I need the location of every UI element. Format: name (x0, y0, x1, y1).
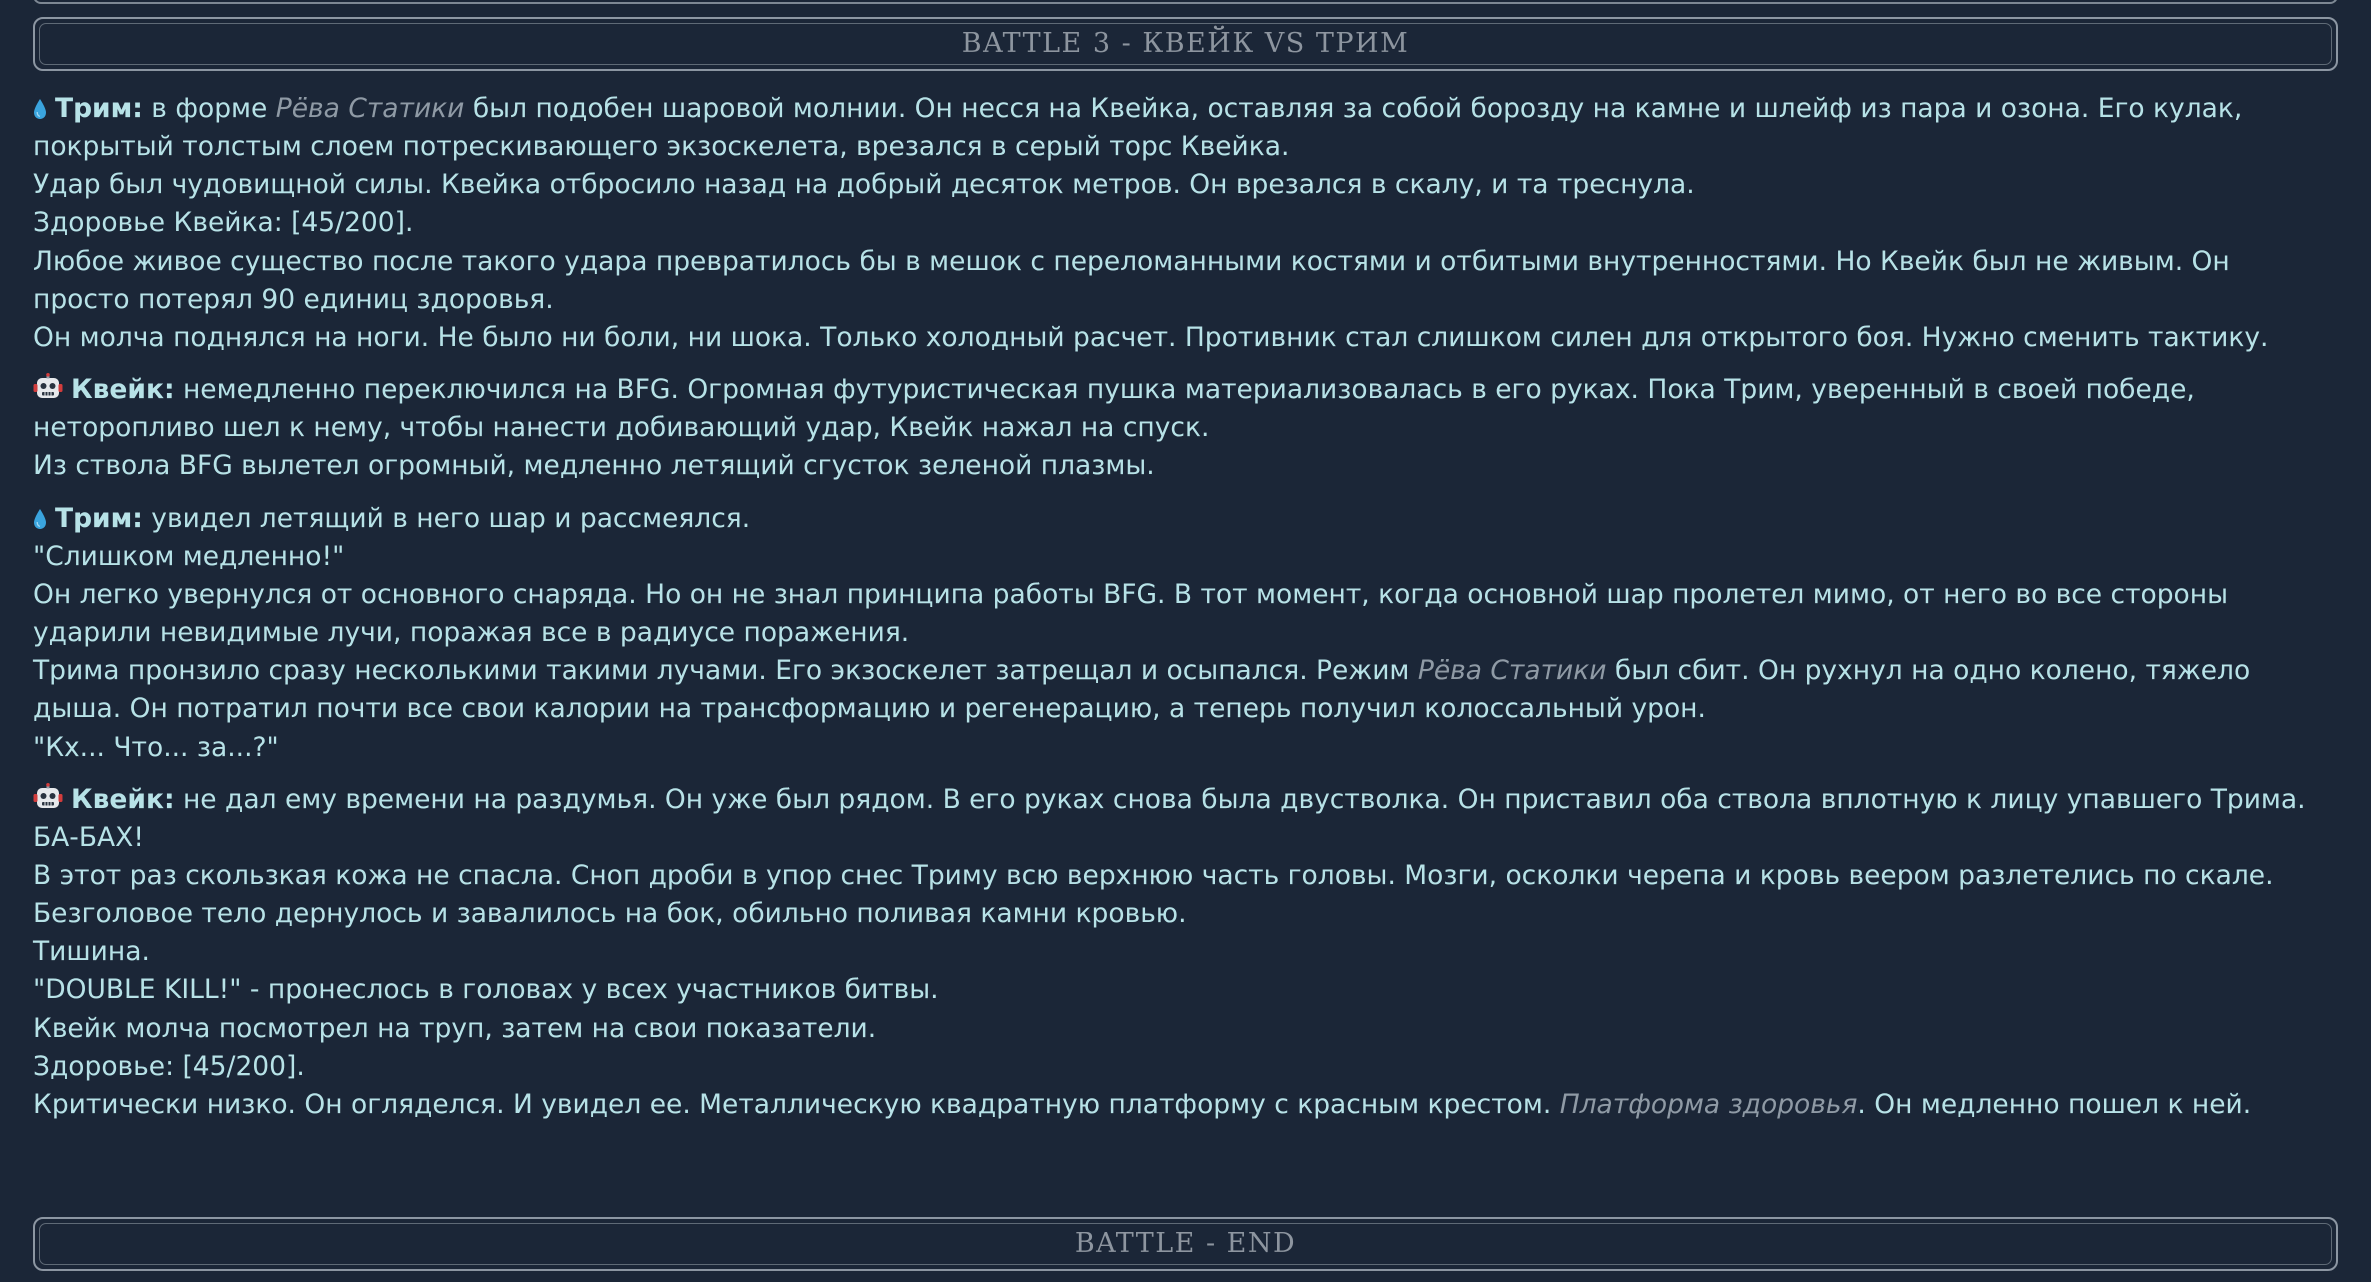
previous-section-border (33, 0, 2338, 4)
story-text: . Он медленно пошел к ней. (1857, 1088, 2252, 1120)
battle-start-banner (33, 17, 2338, 71)
ability-name: Рёва Статики (275, 93, 465, 124)
story-content (33, 90, 2331, 1138)
story-text: был сбит. Он рухнул на одно колено, тяжело (1606, 655, 2251, 687)
story-line: Удар был чудовищной силы. Квейка отбросило назад на добрый десяток метров. Он врезался в скалу, и та треснула. (33, 169, 1695, 201)
story-line: Безголовое тело дернулось и завалилось на бок, обильно поливая камни кровью. (33, 898, 1187, 930)
speaker-name: Трим: (55, 93, 143, 124)
story-turn-quake-2 (33, 781, 2331, 1124)
story-line: "DOUBLE KILL!" - пронеслось в головах у всех участников битвы. (33, 974, 939, 1006)
story-line: "Слишком медленно!" (33, 540, 345, 572)
story-line: БА-БАХ! (33, 821, 144, 853)
story-line (33, 1086, 2331, 1124)
story-line (33, 90, 2331, 128)
speaker-name: Квейк: (71, 783, 175, 815)
item-name: Платформа здоровья (1559, 1088, 1858, 1120)
health-readout: Здоровье Квейка: [45/200]. (33, 207, 414, 239)
story-text: Критически низко. Он огляделся. И увидел ее. Металлическую квадратную платформу с красным крестом. (33, 1088, 1560, 1120)
story-text: был подобен шаровой молнии. Он несся на Квейка, оставляя за собой борозду на камне и шлейф из пара и озона. Его кулак, (464, 93, 2243, 124)
story-line: Он молча поднялся на ноги. Не было ни боли, ни шока. Только холодный расчет. Противник стал слишком силен для открытого боя. Нужно сменить тактику. (33, 321, 2269, 353)
story-text: Трима пронзило сразу несколькими такими лучами. Его экзоскелет затрещал и осыпался. Режим (33, 655, 1418, 687)
story-line: Он легко увернулся от основного снаряда. Но он не знал принципа работы BFG. В тот момент, когда основной шар пролетел мимо, от него во все стороны (33, 578, 2228, 610)
story-turn-trim-2 (33, 500, 2331, 767)
story-line: ударили невидимые лучи, поражая все в радиусе поражения. (33, 617, 910, 649)
battle-end-banner (33, 1217, 2338, 1271)
story-line: Квейк молча посмотрел на труп, затем на свои показатели. (33, 1012, 877, 1044)
story-line: Любое живое существо после такого удара превратилось бы в мешок с переломанными костями и отбитыми внутренностями. Но Квейк был не живым. Он (33, 245, 2230, 277)
ability-name: Рёва Статики (1417, 655, 1607, 687)
story-line: неторопливо шел к нему, чтобы нанести добивающий удар, Квейк нажал на спуск. (33, 412, 1210, 444)
story-text: в форме (142, 93, 276, 124)
robot-face-icon (33, 783, 63, 811)
robot-face-icon (33, 373, 63, 401)
story-line: дыша. Он потратил почти все свои калории на трансформацию и регенерацию, а теперь получил колоссальный урон. (33, 693, 1706, 725)
story-line: "Кх... Что... за...?" (33, 731, 279, 763)
story-line: В этот раз скользкая кожа не спасла. Сноп дроби в упор снес Триму всю верхнюю часть головы. Мозги, осколки черепа и кровь веером разлетелись по скале. (33, 859, 2274, 891)
story-line: Тишина. (33, 936, 150, 968)
story-text: увидел летящий в него шар и рассмеялся. (142, 502, 751, 534)
story-line (33, 652, 2331, 690)
story-turn-trim-1 (33, 90, 2331, 357)
battle-start-banner-text: BATTLE 3 - КВЕЙК VS ТРИМ (961, 27, 1410, 59)
story-text: не дал ему времени на раздумья. Он уже был рядом. В его руках снова была двустволка. Он приставил оба ствола вплотную к лицу упавшего Трима. (174, 783, 2306, 815)
speaker-name: Квейк: (71, 374, 175, 406)
droplet-icon (33, 508, 47, 530)
story-line (33, 781, 2331, 819)
story-line: просто потерял 90 единиц здоровья. (33, 283, 554, 315)
story-line: покрытый толстым слоем потрескивающего экзоскелета, врезался в серый торс Квейка. (33, 131, 1290, 163)
story-text: немедленно переключился на BFG. Огромная футуристическая пушка материализовалась в его руках. Пока Трим, уверенный в своей победе, (174, 374, 2195, 406)
story-line: Из ствола BFG вылетел огромный, медленно летящий сгусток зеленой плазмы. (33, 450, 1155, 482)
story-line (33, 500, 2331, 538)
health-readout: Здоровье: [45/200]. (33, 1050, 305, 1082)
battle-end-banner-text: BATTLE - END (1074, 1227, 1297, 1259)
speaker-name: Трим: (55, 502, 143, 534)
droplet-icon (33, 98, 47, 120)
story-turn-quake-1 (33, 371, 2331, 485)
story-line (33, 371, 2331, 409)
